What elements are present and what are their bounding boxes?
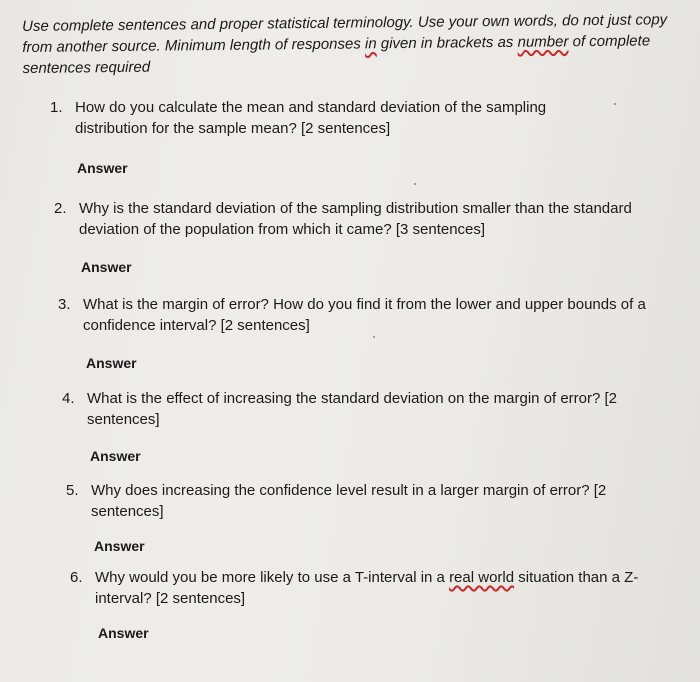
answer-label-2: Answer <box>81 259 132 275</box>
question-number: 6. <box>70 569 83 586</box>
answer-label-6: Answer <box>98 625 149 641</box>
paper-speck <box>373 336 375 338</box>
question-text: Why does increasing the confidence level result in a larger margin of error? [2 sentences] <box>91 482 607 520</box>
question-2 <box>54 198 634 240</box>
spellcheck-word-in: in <box>364 35 377 53</box>
question-number: 3. <box>58 296 71 313</box>
question-number: 5. <box>66 482 79 499</box>
question-number: 2. <box>54 200 67 217</box>
question-text-after: situation than a Z-interval? [2 sentences] <box>95 569 639 607</box>
instructions-text-3: of complete sentences required <box>22 32 651 77</box>
question-text: How do you calculate the mean and standard deviation of the sampling distribution for the sample mean? [2 sentences] <box>75 99 547 137</box>
question-number: 4. <box>62 390 75 407</box>
question-text: What is the effect of increasing the standard deviation on the margin of error? [2 sentences] <box>87 390 618 428</box>
paper-speck <box>414 183 416 185</box>
answer-label-3: Answer <box>86 355 137 371</box>
paper-speck <box>614 103 616 105</box>
answer-label-5: Answer <box>94 538 145 554</box>
instructions-text-1: Use complete sentences and proper statistical terminology. Use your own words, do not just copy from another source. Minimum length of responses <box>22 11 668 56</box>
question-text-before: Why would you be more likely to use a T-interval in a <box>95 569 450 586</box>
answer-label-1: Answer <box>77 160 128 176</box>
question-4 <box>62 388 657 430</box>
question-5 <box>66 480 646 522</box>
answer-label-4: Answer <box>90 448 141 464</box>
instructions-paragraph <box>22 9 683 79</box>
spellcheck-word-number: number <box>517 33 569 51</box>
instructions-text-2: given in brackets as <box>376 33 518 53</box>
question-number: 1. <box>50 99 63 116</box>
question-text: What is the margin of error? How do you find it from the lower and upper bounds of a confidence interval? [2 sentences] <box>83 296 646 334</box>
question-3 <box>58 294 666 336</box>
question-1 <box>50 97 620 139</box>
question-6 <box>70 567 650 609</box>
question-text: Why is the standard deviation of the sampling distribution smaller than the standard deviation of the population from which it came? [3 sentences] <box>79 200 632 238</box>
spellcheck-phrase-real-world: real world <box>449 569 515 586</box>
question-text <box>95 567 650 609</box>
